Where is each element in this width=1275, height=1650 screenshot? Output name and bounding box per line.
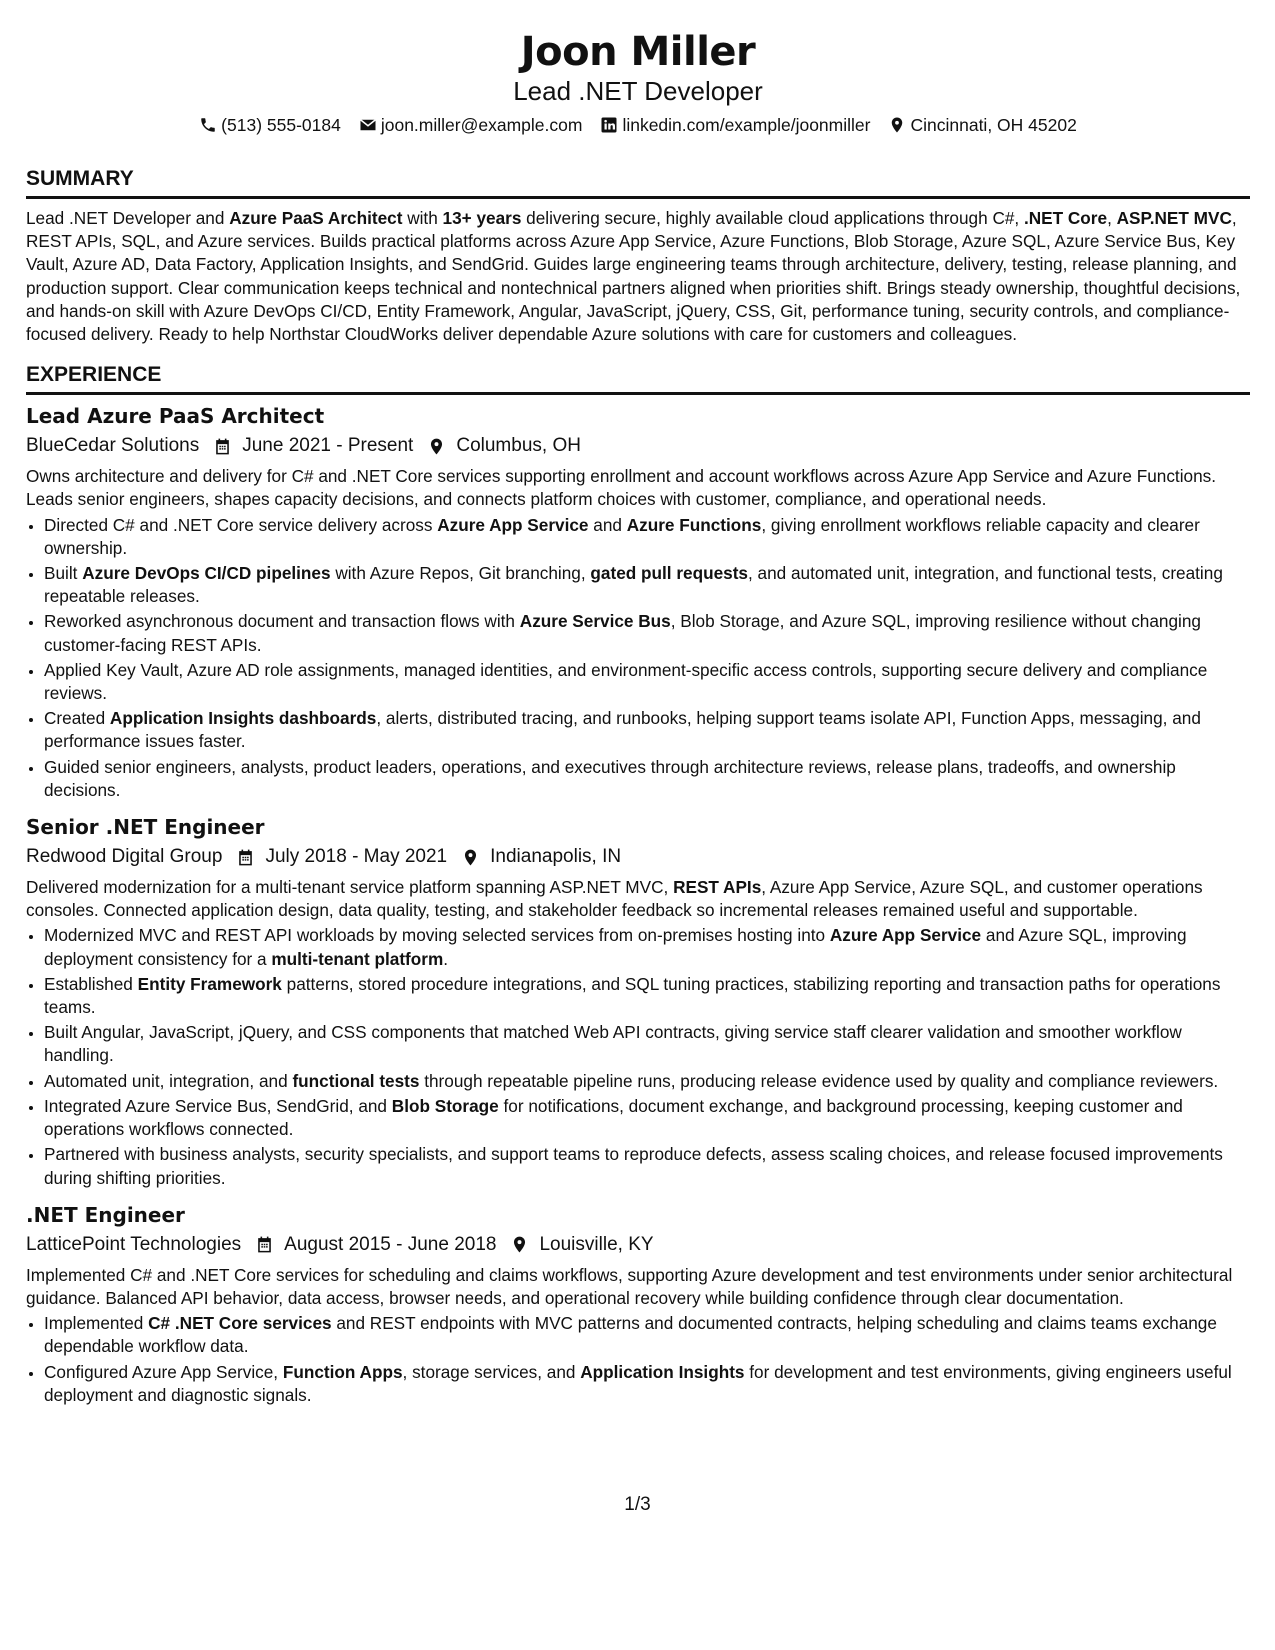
bold-text: 13+ years	[442, 208, 522, 228]
bold-text: REST APIs	[673, 877, 762, 898]
candidate-role: Lead .NET Developer	[513, 76, 763, 106]
text-run: Modernized MVC and REST API workloads by moving selected services from on-premises hosting into	[44, 925, 830, 946]
text-run: , Azure App Service, Azure SQL, and customer operations consoles. Connected application design, data quality, testing, and stakeholder feedback so incremental releases remained useful and supportable.	[26, 877, 1203, 921]
text-run: Reworked asynchronous document and transaction flows with	[44, 611, 520, 632]
text-run: Automated unit, integration, and	[44, 1070, 293, 1091]
text-run: Built	[44, 563, 83, 584]
text-run: Configured Azure App Service,	[44, 1361, 283, 1382]
text-run: Directed C# and .NET Core service delivery across	[44, 514, 438, 535]
summary-heading: SUMMARY	[26, 166, 1250, 199]
location-text: Cincinnati, OH 45202	[910, 115, 1077, 135]
calendar-icon	[213, 437, 232, 456]
job-bullet	[44, 514, 1250, 560]
job-bullet	[44, 1021, 1250, 1067]
job-entry	[26, 403, 1250, 802]
text-run: Partnered with business analysts, security specialists, and support teams to reproduce defects, assess scaling choices, and release focused improvements during shifting priorities.	[44, 1144, 1223, 1188]
map-pin-icon	[510, 1235, 529, 1254]
job-bullet-list	[26, 1312, 1250, 1407]
text-run: with Azure Repos, Git branching,	[330, 563, 591, 584]
text-run: , and automated unit, integration, and functional tests, creating repeatable releases.	[44, 563, 1223, 607]
job-dates: June 2021 - Present	[242, 435, 414, 457]
text-run: and REST endpoints with MVC patterns and documented contracts, helping scheduling and claims teams exchange dependable workflow data.	[44, 1313, 1217, 1357]
job-meta	[26, 1232, 1250, 1258]
envelope-icon	[359, 116, 377, 134]
bold-text: Azure Functions	[626, 514, 762, 535]
contact-phone	[199, 114, 341, 136]
job-dates: August 2015 - June 2018	[284, 1233, 497, 1255]
bold-text: gated pull requests	[590, 563, 748, 584]
bold-text: Azure Service Bus	[519, 611, 671, 632]
text-run: and	[588, 514, 627, 535]
bold-text: Function Apps	[282, 1361, 403, 1382]
text-run: , storage services, and	[402, 1361, 581, 1382]
job-bullet	[44, 1312, 1250, 1358]
job-company: Redwood Digital Group	[26, 846, 223, 868]
job-bullet	[44, 1095, 1250, 1141]
resume-page	[26, 0, 1250, 1407]
candidate-name: Joon Miller	[520, 29, 756, 75]
experience-list	[26, 403, 1250, 1407]
job-summary	[26, 465, 1250, 511]
job-title: Senior .NET Engineer	[26, 815, 265, 840]
job-summary	[26, 876, 1250, 922]
bold-text: Application Insights dashboards	[109, 708, 377, 729]
text-run: , REST APIs, SQL, and Azure services. Builds practical platforms across Azure App Service, Azure Functions, Blob Storage, Azure SQL, Azure Service Bus, Key Vault, Azure AD, Data Factory, Application Insights, and SendGrid. Guides large engineering teams through architecture, delivery, testing, release planning, and production support. Clear communication keeps technical and nontechnical partners aligned when priorities shift. Brings steady ownership, thoughtful decisions, and hands-on skill with Azure DevOps CI/CD, Entity Framework, Angular, JavaScript, jQuery, CSS, Git, performance tuning, security controls, and compliance-focused delivery. Ready to help Northstar CloudWorks deliver dependable Azure solutions with care for customers and colleagues.	[26, 208, 1241, 345]
job-meta	[26, 844, 1250, 870]
text-run: Lead .NET Developer and	[26, 208, 230, 228]
text-run: Established	[44, 973, 138, 994]
phone-icon	[199, 116, 217, 134]
bold-text: Blob Storage	[391, 1095, 499, 1116]
job-entry	[26, 814, 1250, 1190]
job-bullet	[44, 707, 1250, 753]
job-bullet	[44, 1143, 1250, 1189]
job-location: Louisville, KY	[539, 1233, 654, 1255]
job-bullet-list	[26, 924, 1250, 1189]
job-location: Columbus, OH	[456, 435, 581, 457]
text-run: delivering secure, highly available cloud applications through C#,	[521, 208, 1024, 228]
map-pin-icon	[427, 437, 446, 456]
job-company: LatticePoint Technologies	[26, 1233, 242, 1255]
job-title: .NET Engineer	[26, 1202, 185, 1227]
phone-text: (513) 555-0184	[221, 115, 341, 135]
job-company: BlueCedar Solutions	[26, 435, 200, 457]
bold-text: Entity Framework	[137, 973, 282, 994]
bold-text: functional tests	[292, 1070, 420, 1091]
text-run: Guided senior engineers, analysts, product leaders, operations, and executives through architecture reviews, release plans, tradeoffs, and ownership decisions.	[44, 756, 1176, 800]
map-pin-icon	[888, 116, 906, 134]
text-run: Integrated Azure Service Bus, SendGrid, and	[44, 1095, 392, 1116]
bold-text: ASP.NET MVC	[1116, 208, 1232, 228]
job-title: Lead Azure PaaS Architect	[26, 404, 325, 429]
contact-location	[888, 114, 1076, 136]
text-run: Applied Key Vault, Azure AD role assignments, managed identities, and environment-specific access controls, supporting secure delivery and compliance reviews.	[44, 659, 1208, 704]
contact-bar	[26, 114, 1250, 136]
text-run: .	[443, 948, 449, 969]
text-run: through repeatable pipeline runs, producing release evidence used by quality and compliance reviewers.	[419, 1070, 1219, 1091]
job-bullet	[44, 1070, 1250, 1093]
page-number: 1/3	[624, 1494, 651, 1515]
text-run: Owns architecture and delivery for C# and .NET Core services supporting enrollment and account workflows across Azure App Service and Azure Functions. Leads senior engineers, shapes capacity decisions, and connects platform choices with customer, compliance, and operational needs.	[26, 466, 1217, 510]
bold-text: Azure App Service	[829, 925, 982, 946]
calendar-icon	[255, 1235, 274, 1254]
contact-linkedin[interactable]	[600, 114, 870, 136]
calendar-icon	[236, 848, 255, 867]
experience-heading: EXPERIENCE	[26, 362, 1250, 395]
job-bullet	[44, 924, 1250, 970]
job-meta	[26, 433, 1250, 459]
text-run: , giving enrollment workflows reliable capacity and clearer ownership.	[44, 514, 1200, 558]
text-run: with	[402, 208, 443, 228]
text-run: Delivered modernization for a multi-tenant service platform spanning ASP.NET MVC,	[26, 877, 674, 898]
bold-text: C# .NET Core services	[148, 1313, 332, 1334]
text-run: for development and test environments, giving engineers useful deployment and diagnostic signals.	[44, 1361, 1232, 1405]
text-run: , alerts, distributed tracing, and runbooks, helping support teams isolate API, Function Apps, messaging, and performance issues faster.	[44, 708, 1201, 752]
job-bullet	[44, 1361, 1250, 1407]
text-run: , Blob Storage, and Azure SQL, improving resilience without changing customer-facing REST APIs.	[44, 611, 1201, 655]
job-bullet	[44, 562, 1250, 608]
text-run: patterns, stored procedure integrations, and SQL tuning practices, stabilizing reporting and transaction paths for operations teams.	[44, 973, 1221, 1018]
job-bullet-list	[26, 514, 1250, 802]
text-run: Created	[44, 708, 110, 729]
text-run: Built Angular, JavaScript, jQuery, and CSS components that matched Web API contracts, giving service staff clearer validation and smoother workflow handling.	[44, 1022, 1182, 1066]
bold-text: .NET Core	[1023, 208, 1108, 228]
email-text[interactable]: joon.miller@example.com	[380, 115, 583, 135]
text-run: ,	[1107, 208, 1117, 228]
linkedin-icon	[600, 116, 618, 134]
bold-text: multi-tenant platform	[271, 948, 444, 969]
text-run: Implemented C# and .NET Core services for scheduling and claims workflows, supporting Azure development and test environments under senior architectural guidance. Balanced API behavior, data access, browser needs, and operational recovery while building confidence through clear documentation.	[26, 1264, 1233, 1308]
job-bullet	[44, 610, 1250, 656]
text-run: for notifications, document exchange, and background processing, keeping customer and operations workflows connected.	[44, 1095, 1183, 1140]
job-summary	[26, 1264, 1250, 1310]
text-run: and Azure SQL, improving deployment consistency for a	[44, 925, 1187, 969]
linkedin-text[interactable]: linkedin.com/example/joonmiller	[622, 115, 871, 135]
text-run: Implemented	[44, 1313, 149, 1334]
job-bullet	[44, 756, 1250, 802]
bold-text: Azure PaaS Architect	[229, 208, 403, 228]
bold-text: Azure App Service	[437, 514, 589, 535]
job-dates: July 2018 - May 2021	[265, 846, 448, 868]
summary-text	[26, 207, 1250, 346]
job-location: Indianapolis, IN	[490, 846, 622, 868]
bold-text: Azure DevOps CI/CD pipelines	[82, 563, 331, 584]
job-entry	[26, 1202, 1250, 1407]
job-bullet	[44, 973, 1250, 1019]
bold-text: Application Insights	[580, 1361, 745, 1382]
contact-email[interactable]	[359, 114, 583, 136]
map-pin-icon	[461, 848, 480, 867]
job-bullet	[44, 659, 1250, 705]
